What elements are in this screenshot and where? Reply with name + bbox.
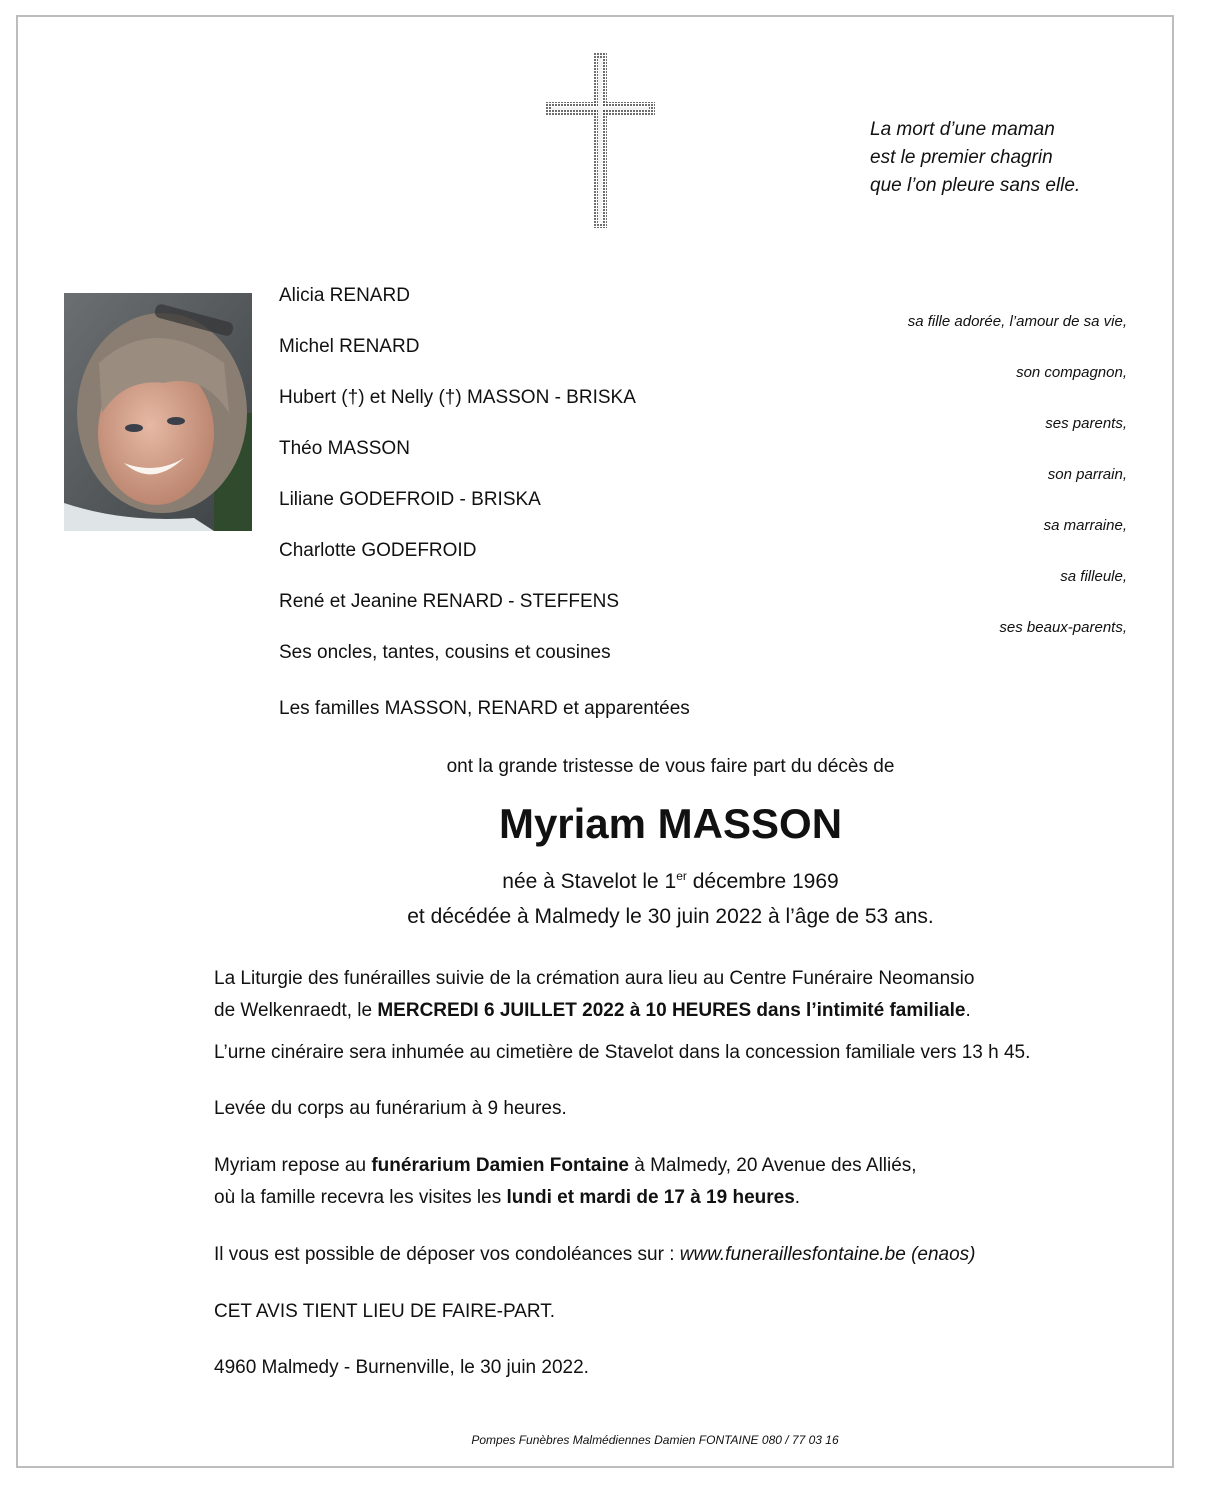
levee-line: Levée du corps au funérarium à 9 heures.	[214, 1098, 567, 1119]
family-name-3: Hubert (†) et Nelly (†) MASSON - BRISKA	[279, 387, 636, 408]
family-name-6: Charlotte GODEFROID	[279, 540, 477, 561]
portrait-photo	[64, 293, 252, 531]
birth-prefix: née à Stavelot le 1	[502, 870, 677, 893]
repose-line-2	[214, 1187, 800, 1209]
announcement-intro: ont la grande tristesse de vous faire part du décès de	[446, 756, 895, 777]
cross-icon	[543, 50, 657, 230]
repose-prefix-1: Myriam repose au	[214, 1155, 372, 1176]
liturgy-prefix: de Welkenraedt, le	[214, 1000, 378, 1021]
quote-line-3: que l’on pleure sans elle.	[870, 175, 1081, 196]
family-relation-1: sa fille adorée, l’amour de sa vie,	[907, 313, 1127, 330]
family-relation-5: sa marraine,	[1043, 517, 1127, 534]
repose-prefix-2: où la famille recevra les visites les	[214, 1187, 507, 1208]
repose-place: funérarium Damien Fontaine	[371, 1155, 629, 1176]
notice-line: CET AVIS TIENT LIEU DE FAIRE-PART.	[214, 1301, 556, 1322]
repose-line-1	[214, 1155, 917, 1177]
family-relation-7: ses beaux-parents,	[999, 619, 1127, 636]
quote	[870, 116, 1080, 200]
birth-suffix: décembre 1969	[686, 870, 839, 893]
family-name-7: René et Jeanine RENARD - STEFFENS	[279, 591, 620, 612]
place-date-line: 4960 Malmedy - Burnenville, le 30 juin 2022.	[214, 1357, 589, 1378]
family-name-5: Liliane GODEFROID - BRISKA	[279, 489, 541, 510]
deceased-name: Myriam MASSON	[498, 800, 843, 847]
liturgy-line-1: La Liturgie des funérailles suivie de la crémation aura lieu au Centre Funéraire Neomansio	[214, 968, 975, 989]
quote-line-1: La mort d’une maman	[870, 119, 1055, 140]
quote-line-2: est le premier chagrin	[870, 147, 1053, 168]
family-name-8: Ses oncles, tantes, cousins et cousines	[279, 642, 611, 663]
death-line: et décédée à Malmedy le 30 juin 2022 à l’âge de 53 ans.	[407, 905, 934, 928]
family-relation-6: sa filleule,	[1060, 568, 1127, 585]
family-name-4: Théo MASSON	[279, 438, 410, 459]
family-relation-3: ses parents,	[1045, 415, 1127, 432]
repose-suffix-1: à Malmedy, 20 Avenue des Alliés,	[628, 1155, 917, 1176]
footer: Pompes Funèbres Malmédiennes Damien FONTAINE 080 / 77 03 16	[471, 1433, 839, 1447]
condolences-prefix: Il vous est possible de déposer vos condoléances sur :	[214, 1244, 680, 1265]
birth-sup: er	[676, 869, 687, 883]
repose-suffix-2: .	[794, 1187, 801, 1208]
liturgy-suffix: .	[965, 1000, 971, 1021]
repose-hours: lundi et mardi de 17 à 19 heures	[506, 1187, 795, 1208]
families-line: Les familles MASSON, RENARD et apparentées	[279, 698, 690, 719]
liturgy-line-2	[214, 1000, 971, 1022]
condolences-line	[214, 1244, 976, 1266]
family-relation-4: son parrain,	[1047, 466, 1127, 483]
birth-line	[0, 869, 1215, 894]
urn-line: L’urne cinéraire sera inhumée au cimetière de Stavelot dans la concession familiale vers 13 h 45.	[214, 1042, 1031, 1063]
condolences-link[interactable]: www.funeraillesfontaine.be (enaos)	[679, 1244, 976, 1265]
family-relation-2: son compagnon,	[1016, 364, 1127, 381]
family-name-2: Michel RENARD	[279, 336, 420, 357]
liturgy-date: MERCREDI 6 JUILLET 2022 à 10 HEURES dans l’intimité familiale	[377, 1000, 966, 1021]
family-name-1: Alicia RENARD	[279, 285, 410, 306]
